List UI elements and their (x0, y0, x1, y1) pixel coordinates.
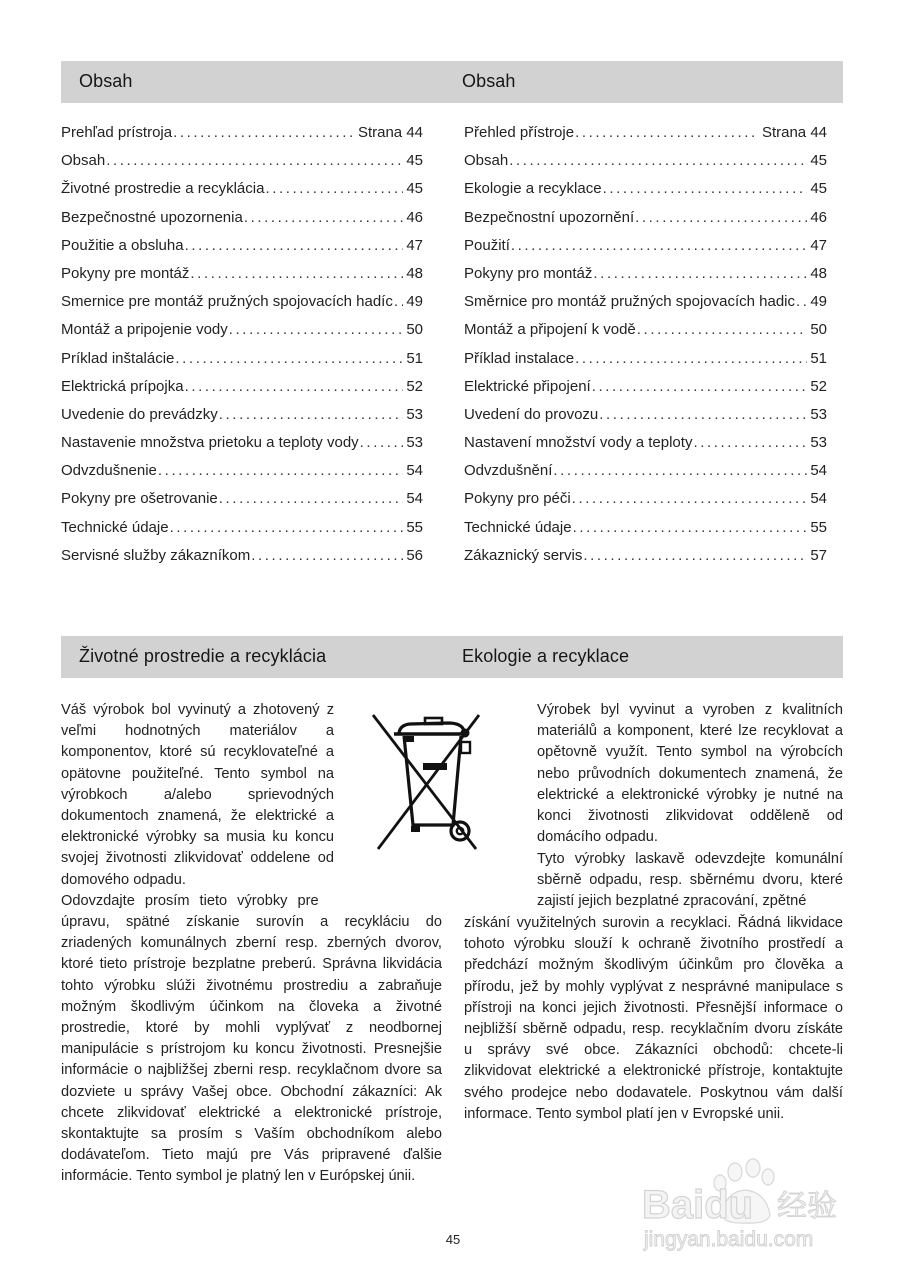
toc-dot-leader (511, 237, 807, 254)
toc-entry-label: Použitie a obsluha (61, 236, 184, 254)
toc-entry-label: Odvzdušnění (464, 462, 553, 480)
toc-dot-leader (173, 124, 355, 141)
toc-entry (61, 237, 423, 265)
toc-entry (464, 293, 827, 321)
toc-entry-page: 49 (810, 293, 827, 311)
toc-entry (464, 490, 827, 518)
environment-paragraph-1-cz: Výrobek byl vyvinut a vyroben z kvalitních materiálů a komponent, které lze recyklovat a opětovně využít. Tento symbol na výrobcích nebo průvodních dokumentech znamená, že elektrické a elektronické výrobky je nutné na konci životnosti zlikvidovat odděleně od domácího odpadu. (537, 702, 843, 846)
toc-entry-page: 54 (406, 490, 423, 508)
toc-entry-label: Obsah (464, 152, 509, 170)
toc-dot-leader (583, 547, 807, 564)
environment-paragraph-2-intro-cz: Tyto výrobky laskavě odevzdejte komunální sběrně odpadu, resp. sběrnému dvoru, které zajistí jejich bezplatné zpracování, zpětné (537, 851, 843, 910)
toc-entry (464, 265, 827, 293)
toc-entry-label: Pokyny pro montáž (464, 264, 593, 282)
toc-entry (464, 124, 827, 152)
toc-entry-page: 57 (810, 546, 827, 564)
environment-title-sk: Životné prostredie a recyklácia (79, 646, 327, 666)
contents-header-bar (61, 61, 843, 103)
toc-entry-page: 47 (406, 236, 423, 254)
toc-entry (61, 519, 423, 547)
toc-entry-label: Směrnice pro montáž pružných spojovacích hadic (464, 293, 795, 311)
toc-dot-leader (185, 237, 404, 254)
toc-entry (464, 152, 827, 180)
toc-entry (464, 547, 827, 575)
toc-entry (61, 321, 423, 349)
toc-entry (61, 209, 423, 237)
toc-entry-page: 45 (406, 152, 423, 170)
toc-entry-page: 55 (810, 518, 827, 536)
environment-paragraph-1-sk: Váš výrobok bol vyvinutý a zhotovený z veľmi hodnotných materiálov a komponentov, ktoré sú recyklovateľné a opätovne použiteľné. Tento symbol na výrobkoch a/alebo sprievodných dokumentoch znamená, že elektrické a elektronické výrobky sa musia ku koncu svojej životnosti zlikvidovať oddelene od domového odpadu. (61, 702, 334, 888)
toc-entry (61, 124, 423, 152)
toc-entry-page: 52 (406, 377, 423, 395)
toc-entry-page: 48 (810, 264, 827, 282)
toc-entry-label: Nastavení množství vody a teploty (464, 434, 693, 452)
toc-entry-label: Bezpečnostní upozornění (464, 208, 635, 226)
toc-dot-leader (575, 350, 807, 367)
toc-entry (464, 321, 827, 349)
toc-entry-label: Pokyny pro péči (464, 490, 571, 508)
toc-entry-page: 50 (810, 321, 827, 339)
toc-dot-leader (219, 490, 404, 507)
toc-entry (61, 180, 423, 208)
crossed-out-wheelie-bin-icon (366, 703, 486, 851)
toc-entry (61, 547, 423, 575)
toc-entry-label: Bezpečnostné upozornenia (61, 208, 243, 226)
toc-entry-label: Přehled přístroje (464, 124, 575, 141)
toc-entry-label: Prehľad prístroja (61, 124, 173, 141)
contents-title-sk: Obsah (79, 71, 133, 91)
toc-entry-label: Elektrická prípojka (61, 377, 184, 395)
table-of-contents-sk (61, 124, 423, 575)
toc-entry-label: Uvedení do provozu (464, 405, 599, 423)
toc-dot-leader (796, 293, 807, 310)
watermark-brand: Baidu (642, 1183, 754, 1227)
toc-entry (464, 180, 827, 208)
toc-dot-leader (185, 378, 404, 395)
toc-entry-label: Nastavenie množstva prietoku a teploty vody (61, 434, 359, 452)
toc-entry-page: 55 (406, 518, 423, 536)
toc-entry (61, 152, 423, 180)
toc-entry-page: 51 (810, 349, 827, 367)
toc-entry (61, 490, 423, 518)
toc-entry-page: 54 (810, 462, 827, 480)
toc-entry (464, 378, 827, 406)
environment-header-bar (61, 636, 843, 678)
toc-entry-page: 47 (810, 236, 827, 254)
toc-dot-leader (244, 209, 404, 226)
toc-dot-leader (575, 124, 759, 141)
toc-dot-leader (360, 434, 404, 451)
toc-entry-label: Pokyny pre ošetrovanie (61, 490, 218, 508)
toc-dot-leader (265, 180, 403, 197)
toc-entry-label: Servisné služby zákazníkom (61, 546, 251, 564)
toc-dot-leader (219, 406, 404, 423)
toc-entry-label: Životné prostredie a recyklácia (61, 180, 265, 198)
toc-entry-page: 45 (810, 152, 827, 170)
toc-entry-label: Technické údaje (464, 518, 572, 536)
toc-entry (61, 350, 423, 378)
toc-entry (61, 265, 423, 293)
toc-entry-page: 50 (406, 321, 423, 339)
toc-entry-label: Příklad instalace (464, 349, 575, 367)
toc-entry (61, 378, 423, 406)
toc-entry (464, 434, 827, 462)
toc-dot-leader (106, 152, 403, 169)
toc-entry-page: 45 (406, 180, 423, 198)
toc-entry-page: 56 (406, 546, 423, 564)
toc-entry-page: 51 (406, 349, 423, 367)
toc-dot-leader (573, 519, 808, 536)
toc-entry-page: 54 (810, 490, 827, 508)
toc-entry-page: Strana 44 (357, 124, 423, 141)
toc-entry (61, 293, 423, 321)
toc-entry-label: Elektrické připojení (464, 377, 591, 395)
toc-dot-leader (693, 434, 807, 451)
toc-dot-leader (572, 490, 808, 507)
toc-entry-page: 53 (406, 405, 423, 423)
toc-entry (464, 519, 827, 547)
toc-entry-label: Ekologie a recyklace (464, 180, 602, 198)
toc-dot-leader (553, 462, 807, 479)
toc-entry-label: Montáž a pripojenie vody (61, 321, 228, 339)
toc-entry (464, 462, 827, 490)
toc-entry-page: 54 (406, 462, 423, 480)
toc-entry (464, 406, 827, 434)
toc-entry (464, 237, 827, 265)
toc-entry (61, 434, 423, 462)
toc-entry-page: 46 (810, 208, 827, 226)
environment-paragraph-2-sk: úpravu, spätné získanie surovín a recykláciu do zriadených komunálnych zberní resp. zberných dvorov, ktoré tieto prístroje bezplatne preberú. Správna likvidácia tohto výrobku slúži životnému prostrediu a zabraňuje možným škodlivým účinkom na človeka a životné prostredie, ktoré by mohli vyplývať z neodbornej manipulácie s prístrojom ku koncu životnosti. Presnejšie informácie o najbližšej zberni resp. recyklačnom dvore sa dozviete u správy Vašej obce. Obchodní zákazníci: Ak chcete zlikvidovať elektrické a elektronické prístroje, skontaktujte sa prosím s Vaším obchodníkom alebo dodávateľom. Tieto majú pre Vás pripravené ďalšie informácie. Tento symbol je platný len v Európskej únii. (61, 914, 442, 1185)
toc-entry-page: 46 (406, 208, 423, 226)
toc-entry-label: Smernice pre montáž pružných spojovacích hadíc (61, 293, 393, 311)
toc-entry-page: 45 (810, 180, 827, 198)
toc-dot-leader (170, 519, 404, 536)
toc-dot-leader (509, 152, 807, 169)
watermark-brand-cn: 经验 (777, 1189, 837, 1224)
toc-dot-leader (635, 209, 807, 226)
toc-entry-page: Strana 44 (761, 124, 827, 141)
toc-entry-page: 53 (810, 434, 827, 452)
page-number: 45 (445, 1232, 461, 1247)
toc-entry-label: Zákaznický servis (464, 546, 583, 564)
toc-dot-leader (593, 265, 807, 282)
toc-dot-leader (229, 321, 404, 338)
toc-dot-leader (599, 406, 807, 423)
toc-entry-label: Príklad inštalácie (61, 349, 175, 367)
toc-entry-page: 53 (810, 405, 827, 423)
toc-entry-label: Použití (464, 236, 510, 254)
toc-entry (61, 462, 423, 490)
environment-title-cz: Ekologie a recyklace (462, 646, 630, 666)
toc-entry-label: Odvzdušnenie (61, 462, 157, 480)
toc-entry-label: Technické údaje (61, 518, 169, 536)
toc-entry-page: 49 (406, 293, 423, 311)
environment-paragraph-2-cz: získání využitelných surovin a recyklaci. Řádná likvidace tohoto výrobku slouží k ochraně životního prostředí a předchází možným škodlivým účinkům pro člověka a přírodu, jež by mohly vyplývat z nesprávné manipulace s přístroji na konci jejich životnosti. Přesnější informace o nejbližší sběrně odpadu, resp. recyklačním dvoru získáte u správy své obce. Zákazníci obchodů: chcete-li zlikvidovat elektrické a elektronické přístroje, kontaktujte svého prodejce nebo dodavatele. Poskytnou vám další informace. Tento symbol platí jen v Evropské unii. (464, 915, 843, 1122)
toc-dot-leader (394, 293, 403, 310)
toc-entry (464, 209, 827, 237)
contents-title-cz: Obsah (462, 71, 516, 91)
toc-entry-page: 48 (406, 264, 423, 282)
toc-dot-leader (175, 350, 403, 367)
toc-entry-label: Montáž a připojení k vodě (464, 321, 636, 339)
toc-entry (61, 406, 423, 434)
toc-dot-leader (592, 378, 808, 395)
toc-entry (464, 350, 827, 378)
toc-dot-leader (190, 265, 403, 282)
baidu-watermark-logo (640, 1150, 860, 1260)
toc-dot-leader (158, 462, 403, 479)
environment-paragraph-2-intro-sk: Odovzdajte prosím tieto výrobky pre (61, 893, 319, 909)
toc-entry-label: Pokyny pre montáž (61, 264, 190, 282)
toc-dot-leader (637, 321, 808, 338)
toc-entry-label: Uvedenie do prevádzky (61, 405, 218, 423)
toc-entry-page: 53 (406, 434, 423, 452)
toc-dot-leader (603, 180, 808, 197)
toc-entry-label: Obsah (61, 152, 106, 170)
table-of-contents-cz (464, 124, 827, 575)
toc-entry-page: 52 (810, 377, 827, 395)
watermark-url: jingyan.baidu.com (644, 1228, 814, 1251)
toc-dot-leader (251, 547, 403, 564)
